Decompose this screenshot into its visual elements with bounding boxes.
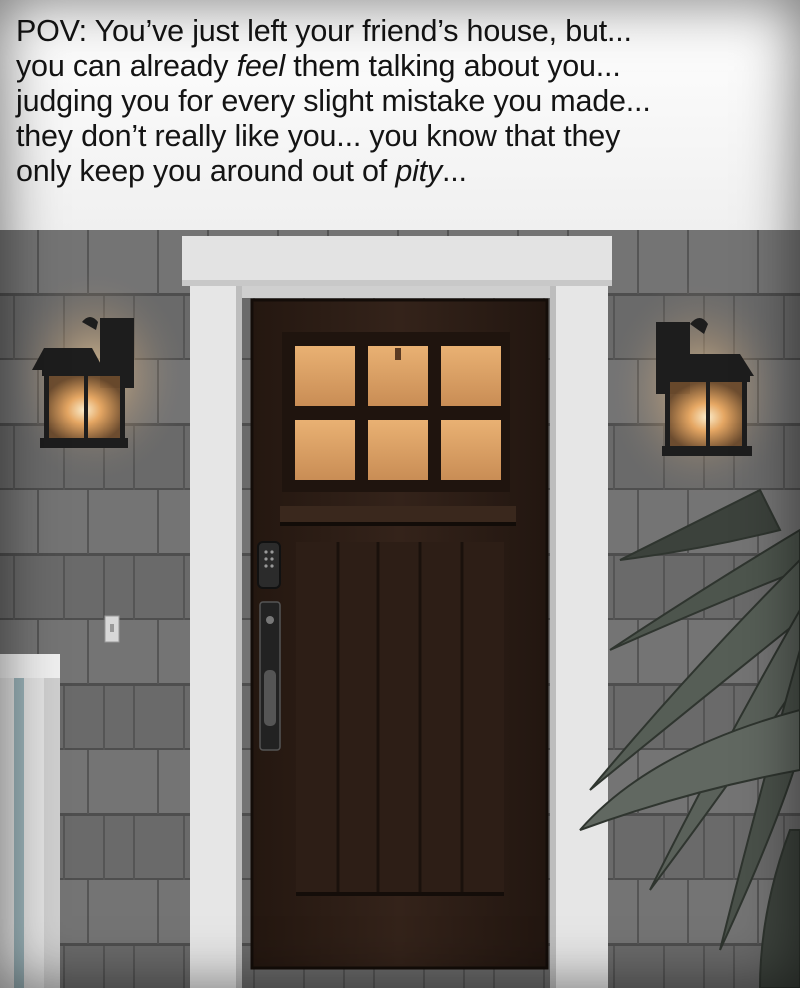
caption-line-1: POV: You’ve just left your friend’s house, but...: [16, 14, 632, 48]
caption-line-5: [16, 154, 790, 189]
caption-line-2: [16, 49, 790, 84]
caption-text: them talking about you...: [285, 49, 621, 83]
caption-block: [0, 0, 800, 230]
door-lock-icon: [258, 542, 280, 588]
porch-railing: [0, 654, 60, 988]
caption-text: you can already: [16, 49, 237, 83]
caption-text: ...: [442, 154, 467, 188]
door-handle-icon: [260, 602, 280, 750]
caption-text: only keep you around out of: [16, 154, 396, 188]
caption-emphasis: pity: [395, 154, 442, 188]
caption-emphasis: feel: [236, 49, 285, 83]
caption-line-3: judging you for every slight mistake you made...: [16, 84, 651, 118]
front-door: [252, 300, 547, 968]
front-door-photo: [0, 230, 800, 988]
caption-line-4: they don’t really like you... you know that they: [16, 119, 621, 153]
